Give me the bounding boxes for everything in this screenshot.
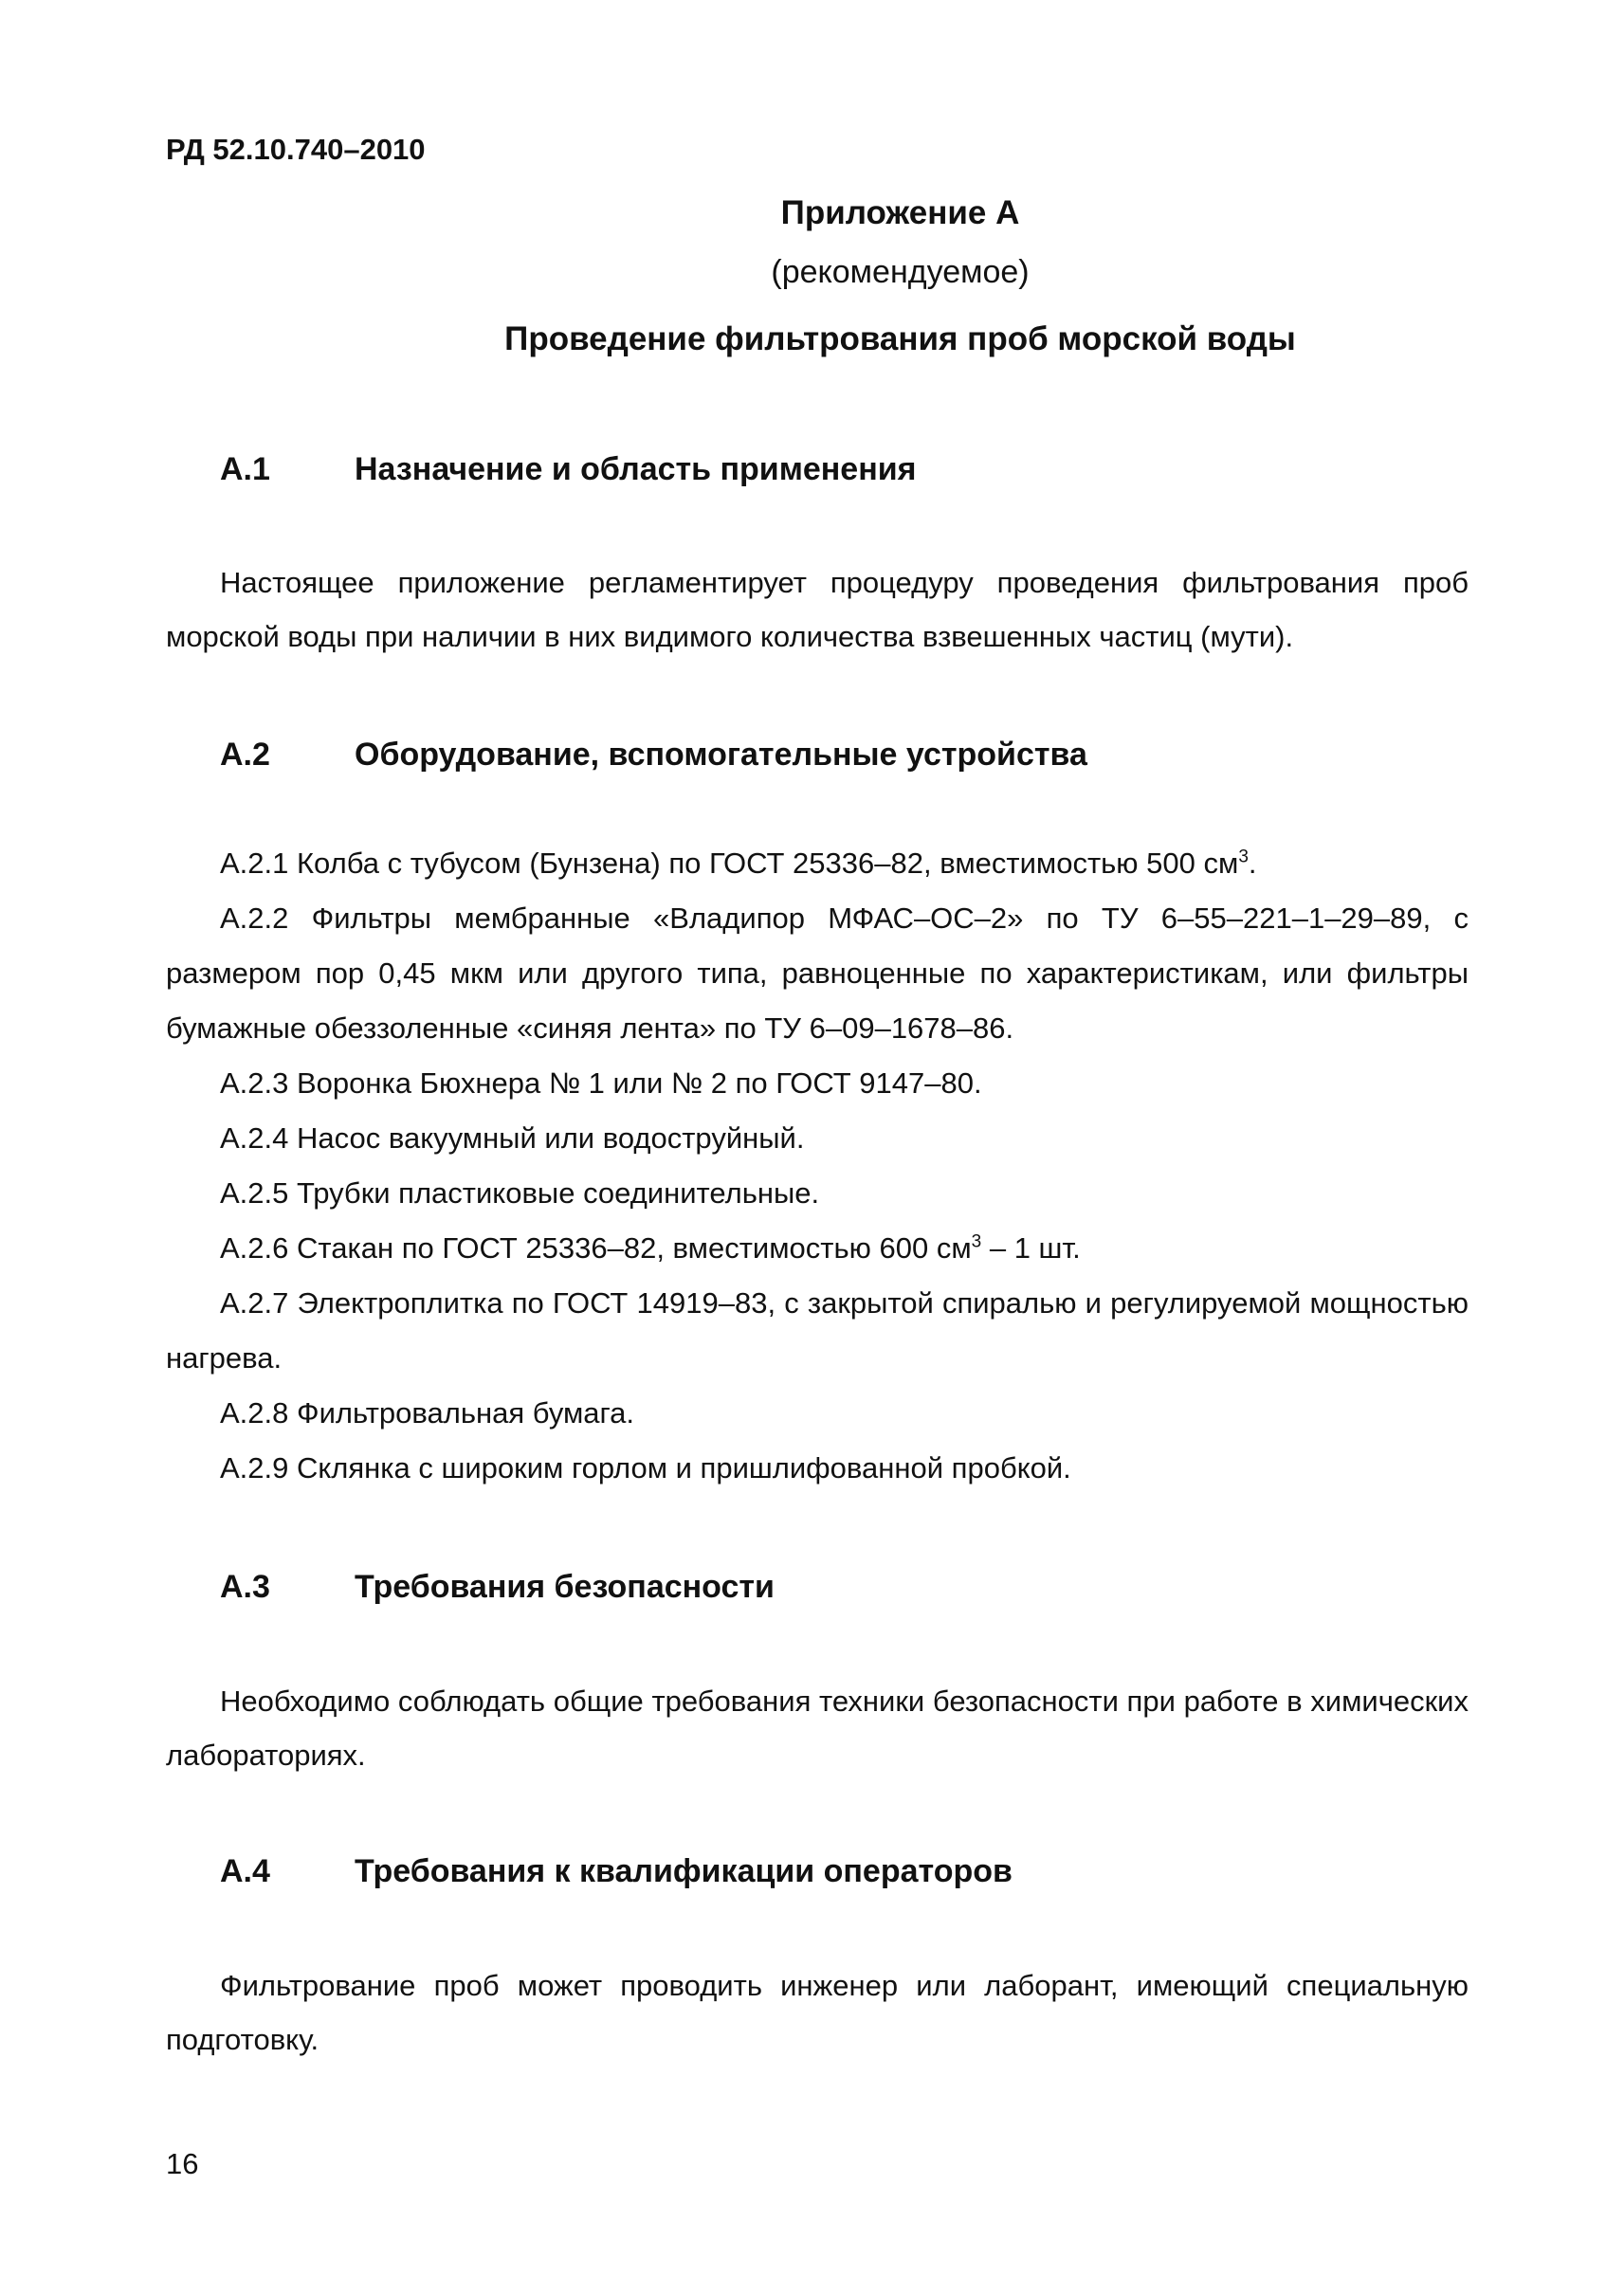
- section-paragraph-a3: Необходимо соблюдать общие требования техники безопасности при работе в химических лабораториях.: [166, 1685, 1469, 1772]
- section-heading-a3: [220, 1569, 775, 1606]
- list-item-a2-2: А.2.2 Фильтры мембранные «Владипор МФАС–ОС–2» по ТУ 6–55–221–1–29–89, с размером пор 0,45 мкм или другого типа, равноценные по характеристикам, или фильтры бумажные обеззоленные «синяя лента» по ТУ 6–09–1678–86.: [166, 902, 1469, 1045]
- appendix-subtitle: (рекомендуемое): [771, 254, 1030, 290]
- list-item-a2-4: А.2.4 Насос вакуумный или водоструйный.: [220, 1121, 805, 1155]
- section-title: Оборудование, вспомогательные устройства: [355, 737, 1087, 773]
- list-item-a2-9: А.2.9 Склянка с широким горлом и пришлифованной пробкой.: [220, 1451, 1071, 1484]
- list-item-a2-8: А.2.8 Фильтровальная бумага.: [220, 1396, 634, 1430]
- list-item-a2-5: А.2.5 Трубки пластиковые соединительные.: [220, 1176, 820, 1210]
- section-heading-a1: [220, 451, 917, 488]
- section-number: А.2: [220, 737, 270, 773]
- section-title: Требования к квалификации операторов: [355, 1853, 1013, 1889]
- section-number: А.4: [220, 1853, 270, 1889]
- list-item-a2-1: А.2.1 Колба с тубусом (Бунзена) по ГОСТ 25336–82, вместимостью 500 $см^3$.: [220, 847, 1257, 880]
- section-paragraph-a4: Фильтрование проб может проводить инженер или лаборант, имеющий специальную подготовку.: [166, 1969, 1469, 2056]
- section-heading-a4: [220, 1853, 1013, 1890]
- page-number: 16: [166, 2147, 199, 2180]
- appendix-title: Приложение А: [780, 194, 1020, 231]
- section-paragraph-a1: Настоящее приложение регламентирует процедуру проведения фильтрования проб морской воды при наличии в них видимого количества взвешенных частиц (мути).: [166, 566, 1469, 653]
- document-code: РД 52.10.740–2010: [166, 133, 426, 166]
- section-title: Назначение и область применения: [355, 451, 917, 487]
- list-item-a2-3: А.2.3 Воронка Бюхнера № 1 или № 2 по ГОСТ 9147–80.: [220, 1066, 982, 1100]
- section-heading-a2: [220, 737, 1087, 774]
- section-number: А.1: [220, 451, 270, 487]
- section-title: Требования безопасности: [355, 1569, 775, 1605]
- appendix-name: Проведение фильтрования проб морской воды: [504, 320, 1296, 357]
- list-item-a2-6: А.2.6 Стакан по ГОСТ 25336–82, вместимостью 600 $см^3 - 1$ шт.: [220, 1231, 1081, 1265]
- section-number: А.3: [220, 1569, 270, 1605]
- list-item-a2-7: А.2.7 Электроплитка по ГОСТ 14919–83, с закрытой спиралью и регулируемой мощностью нагрева.: [166, 1286, 1469, 1375]
